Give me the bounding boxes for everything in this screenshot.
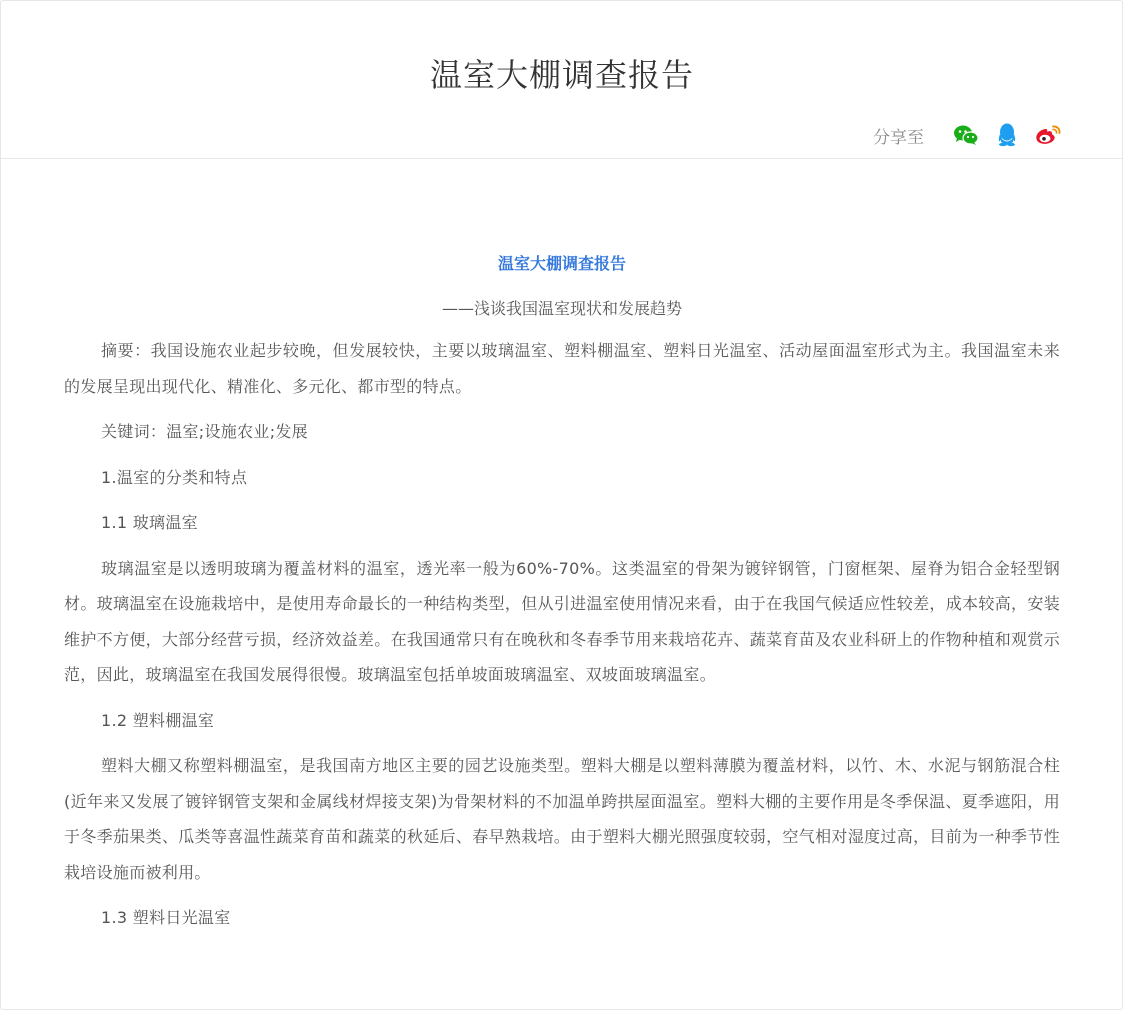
subsection-heading: 1.2 塑料棚温室 (101, 710, 215, 730)
article-subtitle: ——浅谈我国温室现状和发展趋势 (441, 299, 682, 318)
share-label: 分享至 (873, 127, 924, 148)
article-title: 温室大棚调查报告 (497, 254, 626, 273)
share-bar (873, 121, 1061, 149)
subsection-heading: 1.1 玻璃温室 (101, 513, 198, 532)
qq-icon[interactable] (994, 122, 1020, 148)
article-body (64, 240, 1060, 936)
abstract-paragraph: 摘要：我国设施农业起步较晚，但发展较快，主要以玻璃温室、塑料棚温室、塑料日光温室、活动屋面温室形式为主。我国温室未来的发展呈现出现代化、精准化、多元化、都市型的特点。 (64, 341, 1060, 396)
body-paragraph: 玻璃温室是以透明玻璃为覆盖材料的温室，透光率一般为60%-70%。这类温室的骨架为镀锌钢管，门窗框架、屋脊为铝合金轻型钢材。玻璃温室在设施栽培中，是使用寿命最长的一种结构类型，但从引进温室使用情况来看，由于在我国气候适应性较差，成本较高，安装维护不方便，大部分经营亏损，经济效益差。在我国通常只有在晚秋和冬春季节用来栽培花卉、蔬菜育苗及农业科研上的作物种植和观赏示范，因此，玻璃温室在我国发展得很慢。玻璃温室包括单坡面玻璃温室、双坡面玻璃温室。 (64, 558, 1060, 684)
body-paragraph: 塑料大棚又称塑料棚温室，是我国南方地区主要的园艺设施类型。塑料大棚是以塑料薄膜为覆盖材料，以竹、木、水泥与钢筋混合柱(近年来又发展了镀锌钢管支架和金属线材焊接支架)为骨架材料的不加温单跨拱屋面温室。塑料大棚的主要作用是冬季保温、夏季遮阳，用于冬季茄果类、瓜类等喜温性蔬菜育苗和蔬菜的秋延后、春早熟栽培。由于塑料大棚光照强度较弱，空气相对湿度过高，目前为一种季节性栽培设施而被利用。 (64, 756, 1060, 882)
page-title: 温室大棚调查报告 (429, 56, 694, 94)
section-heading: 1.温室的分类和特点 (101, 467, 248, 487)
keywords-paragraph: 关键词：温室;设施农业;发展 (101, 422, 308, 441)
wechat-icon[interactable] (953, 122, 979, 148)
weibo-icon[interactable] (1035, 122, 1061, 148)
subsection-heading: 1.3 塑料日光温室 (101, 908, 231, 927)
page-header (1, 1, 1123, 159)
